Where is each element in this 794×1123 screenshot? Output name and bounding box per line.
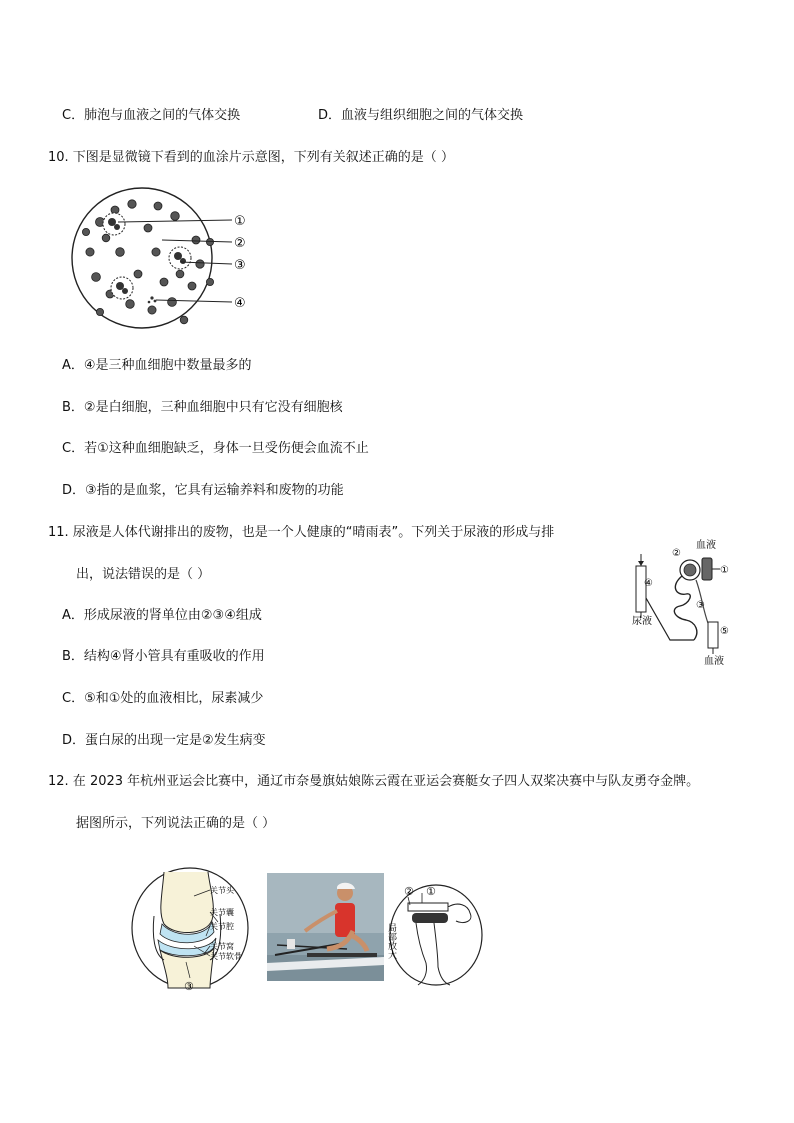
q11-option-a: A．形成尿液的肾单位由②③④组成 [62,608,262,623]
blood-marker-1: ① [234,214,246,229]
q9-option-c: C．肺泡与血液之间的气体交换 [62,108,241,123]
rowing-photo [267,873,384,981]
q10-stem: 10. 下图是显微镜下看到的血涂片示意图，下列有关叙述正确的是（ ） [48,150,454,165]
q10-option-a: A．④是三种血细胞中数量最多的 [62,358,252,373]
blood-out-label: 血液 [704,656,724,667]
nephron-marker-3: ③ [696,600,705,611]
urine-label: 尿液 [632,616,652,627]
nephron-marker-1: ① [720,565,729,576]
blood-marker-3: ③ [234,258,246,273]
q11-option-c: C．⑤和①处的血液相比，尿素减少 [62,691,264,706]
joint-label-head: 关节头 [210,886,234,895]
nephron-marker-2: ② [672,548,681,559]
knee-joint-figure [124,866,256,994]
joint-label-cavity: 关节腔 [210,922,234,931]
q11-option-b: B．结构④肾小管具有重吸收的作用 [62,649,265,664]
arm-marker-1: ① [426,885,436,898]
q10-option-d: D．③指的是血浆，它具有运输养料和废物的功能 [62,483,344,498]
joint-label-socket: 关节窝 [210,942,234,951]
joint-marker-3: ③ [184,980,194,993]
q11-option-d: D．蛋白尿的出现一定是②发生病变 [62,733,266,748]
nephron-marker-4: ④ [644,578,653,589]
joint-label-cartilage: 关节软骨 [210,952,242,961]
arm-zoom-text: 局部放大 [386,923,396,959]
blood-marker-2: ② [234,236,246,251]
blood-smear-figure [60,182,270,332]
q12-stem-line2: 据图所示，下列说法正确的是（ ） [76,816,276,831]
q10-option-c: C．若①这种血细胞缺乏，身体一旦受伤便会血流不止 [62,441,369,456]
q10-option-b: B．②是白细胞，三种血细胞中只有它没有细胞核 [62,400,343,415]
arm-muscle-figure [388,883,488,993]
q11-stem-line2: 出，说法错误的是（ ） [76,567,211,582]
arm-marker-2: ② [404,885,414,898]
nephron-figure [630,536,745,668]
joint-label-capsule: 关节囊 [210,908,234,917]
blood-in-label: 血液 [696,540,716,551]
q12-stem-line1: 12. 在 2023 年杭州亚运会比赛中，通辽市奈曼旗姑娘陈云霞在亚运会赛艇女子四人双桨决赛中与队友勇夺金牌。 [48,774,700,789]
nephron-marker-5: ⑤ [720,626,729,637]
q9-option-d: D．血液与组织细胞之间的气体交换 [318,108,524,123]
q11-stem-line1: 11. 尿液是人体代谢排出的废物，也是一个人健康的“晴雨表”。下列关于尿液的形成与排 [48,525,555,540]
blood-marker-4: ④ [234,296,246,311]
